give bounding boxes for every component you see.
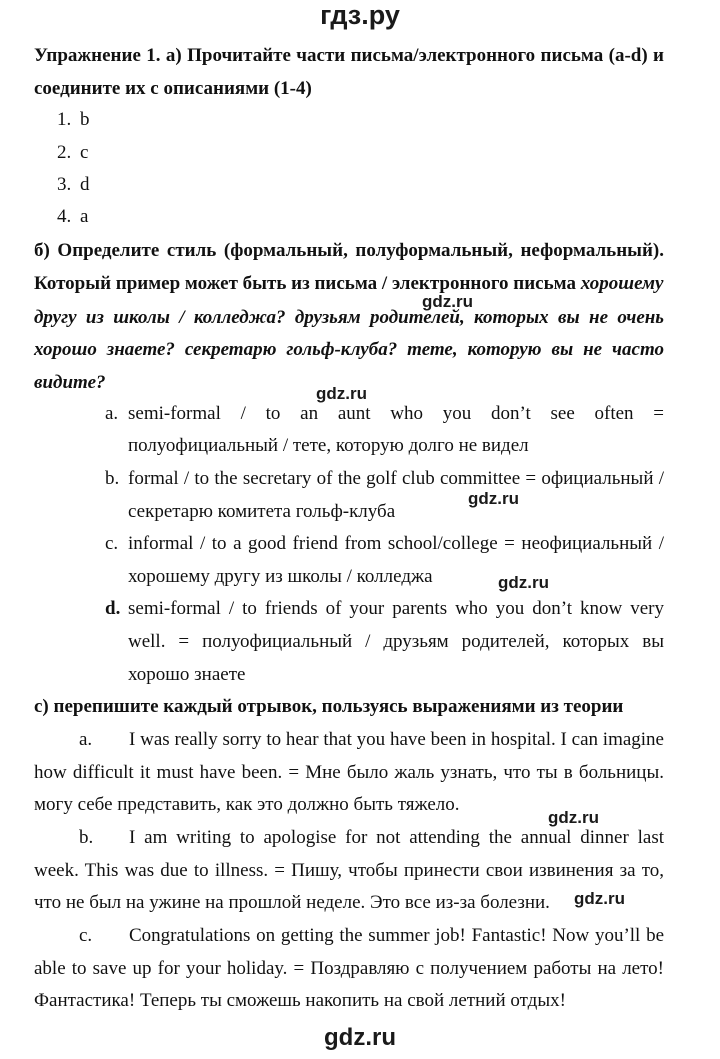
- item-letter: a.: [105, 403, 119, 424]
- item-letter: a.: [79, 729, 93, 750]
- exercise-heading-line2: соедините их с описаниями (1-4): [34, 78, 312, 99]
- paragraph-line: I was really sorry to hear that you have been in hospital. I can imagine: [129, 729, 664, 750]
- watermark: gdz.ru: [498, 573, 549, 592]
- answer-value: c: [80, 142, 89, 163]
- item-letter: b.: [79, 827, 94, 848]
- answer-value: d: [80, 174, 90, 195]
- paragraph-line: Congratulations on getting the summer job! Fantastic! Now you’ll be: [129, 925, 664, 946]
- part-c-heading: с) перепишите каждый отрывок, пользуясь выражениями из теории: [34, 696, 624, 717]
- paragraph-line: week. This was due to illness. = Пишу, чтобы принести свои извинения за то,: [34, 860, 664, 881]
- part-b-line5: видите?: [34, 372, 106, 393]
- paragraph-line: что не был на ужине на прошлой неделе. Это все из-за болезни.: [34, 892, 550, 913]
- watermark-footer: gdz.ru: [324, 1024, 396, 1051]
- item-letter: c.: [79, 925, 93, 946]
- item-letter: d.: [105, 598, 121, 619]
- answer-number: 3.: [57, 174, 72, 195]
- item-text: хорошо знаете: [128, 664, 246, 685]
- exercise-heading-line1: Упражнение 1. а) Прочитайте части письма/электронного письма (a-d) и: [34, 45, 664, 66]
- item-letter: b.: [105, 468, 120, 489]
- answer-number: 1.: [57, 109, 72, 130]
- part-b-line3: другу из школы / колледжа? друзьям родителей, которых вы не очень: [34, 307, 664, 328]
- watermark: gdz.ru: [574, 889, 625, 908]
- item-text: хорошему другу из школы / колледжа: [128, 566, 433, 587]
- watermark: gdz.ru: [316, 384, 367, 403]
- site-header: гдз.ру: [320, 0, 400, 30]
- item-text: semi-formal / to friends of your parents who you don’t know very: [128, 598, 664, 619]
- item-text: секретарю комитета гольф-клуба: [128, 501, 396, 522]
- paragraph-line: I am writing to apologise for not attending the annual dinner last: [129, 827, 664, 848]
- paragraph-line: able to save up for your holiday. = Поздравляю с получением работы на лето!: [34, 958, 664, 979]
- paragraph-line: Фантастика! Теперь ты сможешь накопить на свой летний отдых!: [34, 990, 566, 1011]
- part-b-line2-bold: Который пример может быть из письма / электронного письма: [34, 273, 581, 294]
- item-text: informal / to a good friend from school/college = неофициальный /: [128, 533, 664, 554]
- watermark: gdz.ru: [422, 292, 473, 311]
- paragraph-line: how difficult it must have been. = Мне было жаль узнать, что ты в больницы.: [34, 762, 664, 783]
- answer-value: a: [80, 206, 89, 227]
- watermark: gdz.ru: [468, 489, 519, 508]
- item-letter: c.: [105, 533, 119, 554]
- item-text: well. = полуофициальный / друзьям родителей, которых вы: [128, 631, 664, 652]
- paragraph-line: могу себе представить, как это должно быть тяжело.: [34, 794, 460, 815]
- item-text: formal / to the secretary of the golf club committee = официальный /: [128, 468, 664, 489]
- answer-number: 2.: [57, 142, 72, 163]
- answer-number: 4.: [57, 206, 72, 227]
- item-text: полуофициальный / тете, которую долго не видел: [128, 435, 529, 456]
- part-b-line1: б) Определите стиль (формальный, полуформальный, неформальный).: [34, 240, 664, 261]
- part-b-line4: хорошо знаете? секретарю гольф-клуба? тете, которую вы не часто: [34, 339, 664, 360]
- answer-value: b: [80, 109, 90, 130]
- item-text: semi-formal / to an aunt who you don’t see often =: [128, 403, 664, 424]
- part-b-line2: [34, 274, 663, 293]
- part-b-line2-italic: хорошему: [580, 273, 664, 294]
- watermark: gdz.ru: [548, 808, 599, 827]
